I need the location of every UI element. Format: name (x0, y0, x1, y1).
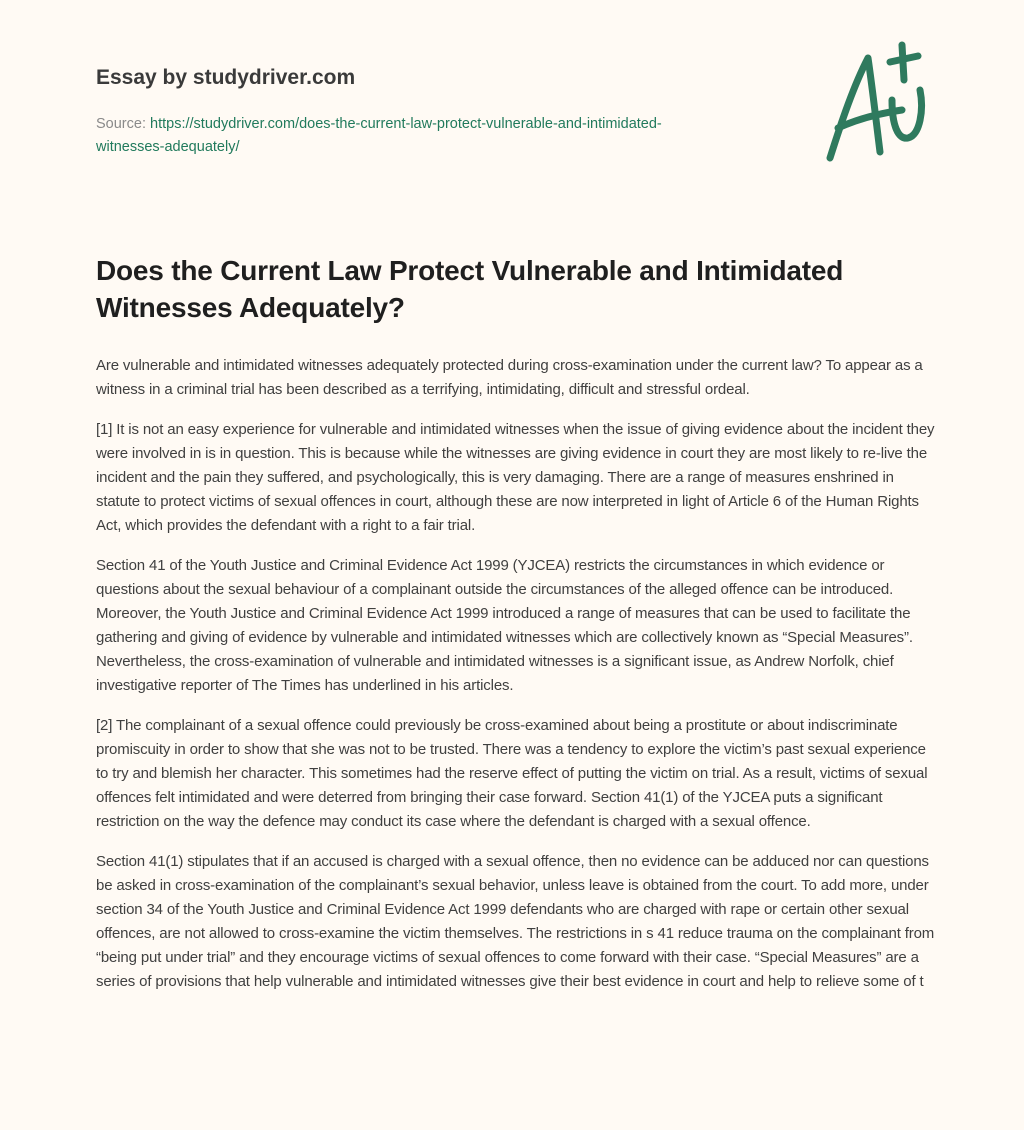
source-label: Source: (96, 116, 146, 132)
article-title: Does the Current Law Protect Vulnerable and Intimidated Witnesses Adequately? (96, 255, 844, 323)
source-line (96, 113, 716, 159)
paragraph: [1] It is not an easy experience for vulnerable and intimidated witnesses when the issue of giving evidence about the incident they were involved in is in question. This is because while the witnesses are giving evidence in court they are most likely to re-live the incident and the pain they suffered, and psychologically, this is very damaging. There are a range of measures enshrined in statute to protect victims of sexual offences in court, although these are now interpreted in light of Article 6 of the Human Rights Act, which provides the defendant with a right to a fair trial. (96, 421, 935, 534)
paragraph: Section 41 of the Youth Justice and Criminal Evidence Act 1999 (YJCEA) restricts the circumstances in which evidence or questions about the sexual behaviour of a complainant outside the circumstances of the alleged offence can be introduced. Moreover, the Youth Justice and Criminal Evidence Act 1999 introduced a range of measures that can be used to facilitate the gathering and giving of evidence by vulnerable and intimidated witnesses which are collectively known as “Special Measures”. Nevertheless, the cross-examination of vulnerable and intimidated witnesses is a significant issue, as Andrew Norfolk, chief investigative reporter of The Times has underlined in his articles. (96, 557, 913, 694)
site-brand: Essay by studydriver.com (96, 66, 356, 89)
paragraph: Section 41(1) stipulates that if an accused is charged with a sexual offence, then no evidence can be adduced nor can questions be asked in cross-examination of the complainant’s sexual behavior, unless leave is obtained from the court. To add more, under section 34 of the Youth Justice and Criminal Evidence Act 1999 defendants who are charged with rape or certain other sexual offences, are not allowed to cross-examine the victim themselves. The restrictions in s 41 reduce trauma on the complainant from “being put under trial” and they encourage victims of sexual offences to come forward with their case. “Special Measures” are a series of provisions that help vulnerable and intimidated witnesses give their best evidence in court and help to relieve some of t (96, 853, 935, 990)
paragraph: Are vulnerable and intimidated witnesses adequately protected during cross-examination under the current law? To appear as a witness in a criminal trial has been described as a terrifying, intimidating, difficult and stressful ordeal. (96, 357, 923, 398)
article-body (96, 354, 941, 1010)
source-link[interactable]: https://studydriver.com/does-the-current-law-protect-vulnerable-and-intimidated-witnesses-adequately/ (96, 116, 662, 155)
a-plus-logo-icon (820, 40, 930, 165)
paragraph: [2] The complainant of a sexual offence could previously be cross-examined about being a prostitute or about indiscriminate promiscuity in order to show that she was not to be trusted. There was a tendency to explore the victim’s past sexual experience to try and blemish her character. This sometimes had the reserve effect of putting the victim on trial. As a result, victims of sexual offences felt intimidated and were deterred from bringing their case forward. Section 41(1) of the YJCEA puts a significant restriction on the way the defence may conduct its case where the defendant is charged with a sexual offence. (96, 717, 928, 830)
